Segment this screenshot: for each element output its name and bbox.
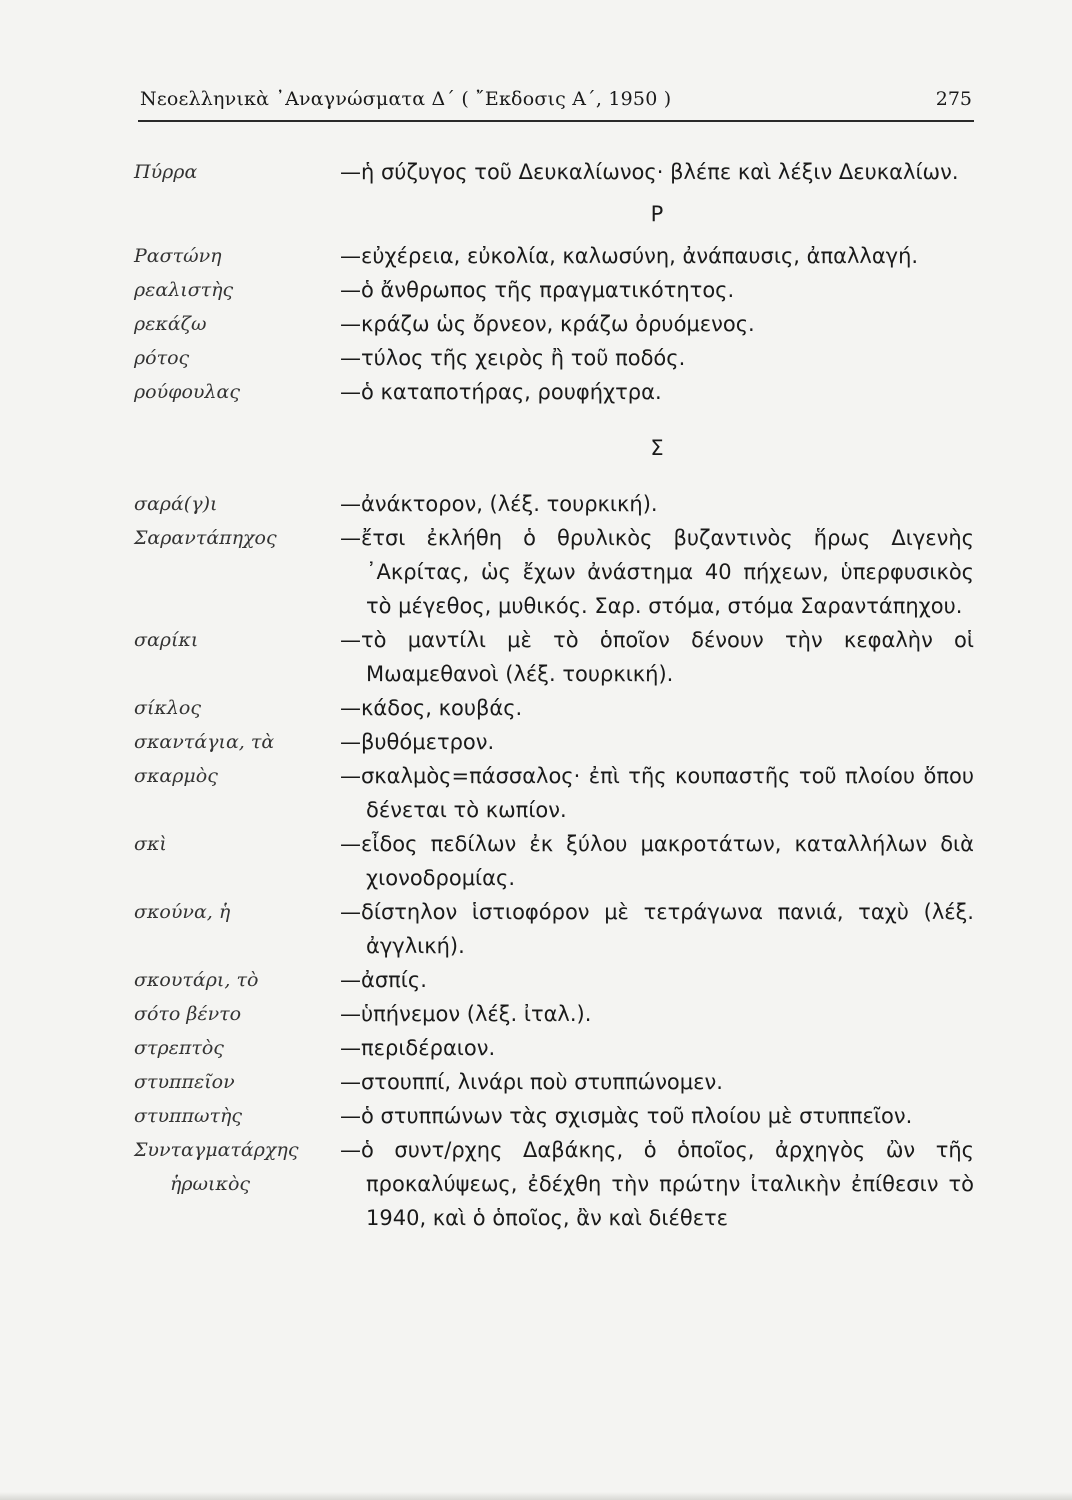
entry-definition: —ἀσπίς.: [340, 968, 427, 992]
entry-definition: —δίστηλον ἱστιοφόρον μὲ τετράγωνα πανιά, ταχὺ (λέξ. ἀγγλική).: [340, 900, 974, 958]
entry-definition: —εὐχέρεια, εὐκολία, καλωσύνη, ἀνάπαυσις, ἀπαλλαγή.: [340, 244, 919, 268]
glossary-entry: [134, 521, 974, 623]
entry-definition: —ἔτσι ἐκλήθη ὁ θρυλικὸς βυζαντινὸς ἥρως Διγενὴς ᾿Ακρίτας, ὡς ἔχων ἀνάστημα 40 πήχεων, ὑπερφυσικὸς τὸ μέγεθος, μυθικός. Σαρ. στόμα, στόμα Σαραντάπηχου.: [340, 526, 974, 618]
entry-term: στρεπτὸς: [134, 1037, 224, 1059]
entry-term: σκαντάγια, τὰ: [134, 731, 275, 753]
entry-term-block: [134, 1133, 340, 1235]
glossary-entry: [134, 759, 974, 827]
page-bottom-edge: [0, 1492, 1072, 1500]
entry-term: ρότος: [134, 347, 190, 369]
entry-term: Πύρρα: [134, 161, 198, 183]
header-rule: [138, 120, 974, 122]
entry-definition: —εἶδος πεδίλων ἐκ ξύλου μακροτάτων, καταλλήλων διὰ χιονοδρομίας.: [340, 832, 974, 890]
entry-definition: —ὁ καταποτήρας, ρουφήχτρα.: [340, 380, 662, 404]
entry-definition: —ὁ στυππώνων τὰς σχισμὰς τοῦ πλοίου μὲ στυππεῖον.: [340, 1104, 913, 1128]
glossary-entry: [134, 827, 974, 895]
entry-term: σαρίκι: [134, 629, 199, 651]
entry-term: σότο βέντο: [134, 1003, 242, 1025]
glossary-entry: [134, 1099, 974, 1133]
entry-definition: —στουππί, λινάρι ποὺ στυππώνομεν.: [340, 1070, 723, 1094]
entry-definition: —ἀνάκτορον, (λέξ. τουρκική).: [340, 492, 658, 516]
entry-term: σκὶ: [134, 833, 167, 855]
entry-term: Σαραντάπηχος: [134, 527, 277, 549]
entry-term: ρεαλιστὴς: [134, 279, 234, 301]
glossary-body: [134, 155, 974, 1235]
page-number: 275: [935, 88, 972, 110]
glossary-entry: [134, 155, 974, 189]
glossary-entry: [134, 273, 974, 307]
entry-term: σίκλος: [134, 697, 202, 719]
entry-definition: —περιδέραιον.: [340, 1036, 496, 1060]
glossary-entry: [134, 997, 974, 1031]
glossary-entry: [134, 963, 974, 997]
entry-term: σκαρμὸς: [134, 765, 218, 787]
entry-definition: —σκαλμὸς=πάσσαλος· ἐπὶ τῆς κουπαστῆς τοῦ πλοίου ὅπου δένεται τὸ κωπίον.: [340, 764, 974, 822]
glossary-entry: [134, 1133, 974, 1235]
entry-definition: —τύλος τῆς χειρὸς ἢ τοῦ ποδός.: [340, 346, 686, 370]
entry-term-qualifier: ἡρωικὸς: [170, 1173, 251, 1195]
glossary-entry: [134, 1065, 974, 1099]
glossary-entry: [134, 239, 974, 273]
glossary-entry: [134, 341, 974, 375]
entry-definition: —ὑπήνεμον (λέξ. ἰταλ.).: [340, 1002, 592, 1026]
glossary-entry: [134, 1031, 974, 1065]
entry-definition: —ὁ ἄνθρωπος τῆς πραγματικότητος.: [340, 278, 735, 302]
glossary-entry: [134, 691, 974, 725]
entry-definition: —βυθόμετρον.: [340, 730, 495, 754]
entry-term: σκουτάρι, τὸ: [134, 969, 259, 991]
section-letter-rho: Ρ: [650, 202, 664, 226]
entry-term: ρεκάζω: [134, 313, 207, 335]
entry-term: Ραστώνη: [134, 245, 222, 267]
glossary-entry: [134, 307, 974, 341]
entry-definition: —ἡ σύζυγος τοῦ Δευκαλίωνος· βλέπε καὶ λέξιν Δευκαλίων.: [340, 160, 959, 184]
entry-definition: —κράζω ὡς ὄρνεον, κράζω ὀρυόμενος.: [340, 312, 755, 336]
glossary-entry: [134, 725, 974, 759]
glossary-entry: [134, 623, 974, 691]
glossary-entry: [134, 487, 974, 521]
entry-definition: —ὁ συντ/ρχης Δαβάκης, ὁ ὁποῖος, ἀρχηγὸς ὢν τῆς προκαλύψεως, ἐδέχθη τὴν πρώτην ἰταλικὴν ἐπίθεσιν τὸ 1940, καὶ ὁ ὁποῖος, ἂν καὶ διέθετε: [340, 1138, 974, 1230]
running-title: Νεοελληνικὰ ᾿Αναγνώσματα Δ΄ ( ῎Εκδοσις Α΄, 1950 ): [140, 88, 672, 110]
glossary-entry: [134, 375, 974, 409]
entry-term: σαρά(γ)ι: [134, 493, 218, 515]
glossary-entry: [134, 895, 974, 963]
entry-definition: —τὸ μαντίλι μὲ τὸ ὁποῖον δένουν τὴν κεφαλὴν οἱ Μωαμεθανοὶ (λέξ. τουρκική).: [340, 628, 974, 686]
entry-term: ρούφουλας: [134, 381, 240, 403]
entry-definition: —κάδος, κουβάς.: [340, 696, 523, 720]
entry-term: στυππεῖον: [134, 1071, 235, 1093]
running-head: [140, 88, 972, 118]
entry-term: Συνταγματάρχης: [134, 1139, 299, 1161]
entry-term: σκούνα, ἡ: [134, 901, 231, 923]
section-letter-sigma: Σ: [650, 436, 664, 460]
entry-term: στυππωτὴς: [134, 1105, 243, 1127]
